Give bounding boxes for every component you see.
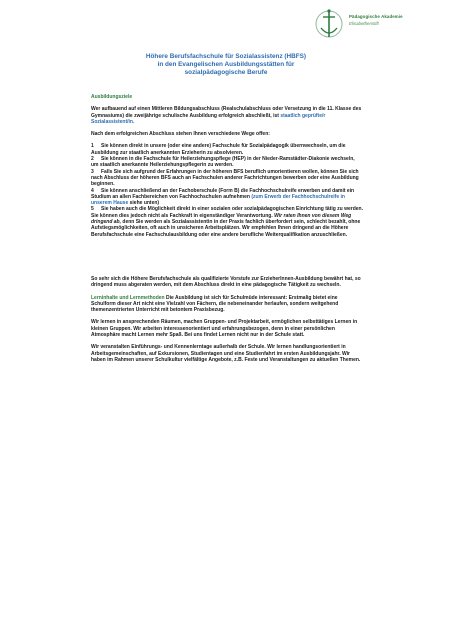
list-item bbox=[91, 206, 363, 237]
section-heading-ausbildungsziele: Ausbildungsziele bbox=[91, 94, 133, 100]
list-text: Sie können in die Fachschule für Heilerziehungspflege (HEP) in der Nieder-Ramstädter-Diakonie wechseln, um staatlich anerkannte Heilerziehungspflegerin zu werden. bbox=[91, 156, 355, 169]
list-number: 3 bbox=[91, 168, 94, 175]
list-text: Sie können direkt in unsere (oder eine andere) Fachschule für Sozialpädagogik übernwechseln, um die Ausbildung zur staatlich anerkannten Erzieherin zu absolvieren. bbox=[91, 143, 346, 156]
list-text: Sie können anschließend an der Fachoberschule (Form B) die Fachhochschulreife erwerben und damit ein Studium an allen Fachbereichen von Fachhochschulen aufnehmen bbox=[91, 187, 355, 200]
events-paragraph: Wir veranstalten Einführungs- und Kennenlerntage außerhalb der Schule. Wir lernen handlungsorientiert in Arbeitsgemeinschaften, auf Exkursionen, Studientagen und eine Studienfahrt im ersten Ausbildungsjahr. Wir haben im Rahmen unserer Schulkultur vielfältige Angebote, z.B. Feste und Veranstaltungen zu aktuellen Themen. bbox=[91, 344, 361, 363]
list-text: Falls Sie sich aufgrund der Erfahrungen in der höheren BFS beruflich umorientieren wollen, können Sie sich nach Abschluss der höheren BFS auch an Fachschulen anderer Fachrichtungen bewerben oder eine Ausbildung beginnen. bbox=[91, 168, 359, 188]
fachhochschulreife-link[interactable]: (zum Erwerb der Fachhochschulreife in unserem Hause bbox=[91, 193, 345, 207]
title-line-2: in den Evangelischen Ausbildungsstätten für bbox=[157, 61, 295, 69]
list-text-tail: denn Sie werden als Sozialassistentin in der Praxis fachlich überfordert sein, schlecht bezahlt, ohne Aufstiegsmöglichkeiten, oft auch in unsicheren Arbeitsplätzen. Wir empfehlen Ihnen dringend an die Höhere Berufsfachschule eine Fachschulausbildung oder eine andere berufliche Weiterqualifikation anzuschließen. bbox=[91, 219, 361, 238]
anchor-cross-icon bbox=[311, 6, 347, 42]
section-heading-lerninhalte: Lerninhalte und Lernmethoden bbox=[91, 294, 165, 301]
list-item bbox=[91, 156, 363, 169]
document-body bbox=[91, 94, 363, 363]
title-line-3: sozialpädagogische Berufe bbox=[184, 69, 268, 77]
list-text-tail: siehe unten) bbox=[129, 200, 160, 207]
methods-text: Die Ausbildung ist sich für Schulmüde interessant: Erstmalig bietet eine Schulform dieser Art nicht eine Vielzahl von Fächern, die nebeneinander herlaufen, sondern weitgehend themenzentrierten Unterricht mit betontem Praxisbezug. bbox=[91, 294, 339, 314]
methods-paragraph bbox=[91, 295, 363, 314]
logo-name: Pädagogische Akademie bbox=[349, 14, 403, 19]
paths-intro: Nach dem erfolgreichen Abschluss stehen Ihnen verschiedene Wege offen: bbox=[91, 131, 270, 138]
advice-paragraph: So sehr sich die Höhere Berufsfachschule als qualifizierte Vorstufe zur ErzieherInnen-Ausbildung bewährt hat, so dringend muss abgeraten werden, mit dem Abschluss direkt in eine pädagogische Tätigkeit zu wechseln. bbox=[91, 275, 361, 289]
warning-emphasis: Wir raten Ihnen von diesem Weg dringend ab, bbox=[91, 212, 352, 226]
institution-logo bbox=[311, 6, 421, 42]
title-line-1: Höhere Berufsfachschule für Sozialassistenz (HBFS) bbox=[145, 53, 307, 60]
intro-text: Wer aufbauend auf einen Mittleren Bildungsabschluss (Realschulabschluss oder Versetzung in die 11. Klasse des Gymnasiums) die zweijährige schulische Ausbildung erfolgreich abschließt, ist bbox=[91, 106, 362, 119]
intro-paragraph bbox=[91, 106, 363, 125]
list-number: 4 bbox=[91, 187, 94, 194]
qualification-link[interactable]: staatlich geprüfte/r Sozialassistent/in. bbox=[91, 112, 326, 125]
list-number: 5 bbox=[91, 206, 94, 213]
list-item bbox=[91, 143, 363, 156]
learning-paragraph: Wir lernen in ansprechenden Räumen, machen Gruppen- und Projektarbeit, ermöglichen selbsttätiges Lernen in kleinen Gruppen. Wir arbeiten interessenorientiert und erfahrungsbezogen, denn in einer persönlichen Atmosphäre macht Lernen mehr Spaß. Bei uns findet Lernen nicht nur in der Schule statt. bbox=[91, 319, 358, 339]
page-title bbox=[96, 53, 356, 78]
logo-subname: Elisabethenstift bbox=[349, 21, 379, 26]
list-item bbox=[91, 188, 363, 207]
list-item bbox=[91, 169, 363, 188]
list-number: 2 bbox=[91, 156, 94, 163]
list-number: 1 bbox=[91, 143, 94, 150]
list-text: Sie haben auch die Möglichkeit direkt in einer sozialen oder sozialpädagogischen Einrichtung tätig zu werden. Sie können dies jedoch nicht als Fachkraft in eigenständiger Verantwortung. bbox=[91, 206, 363, 219]
